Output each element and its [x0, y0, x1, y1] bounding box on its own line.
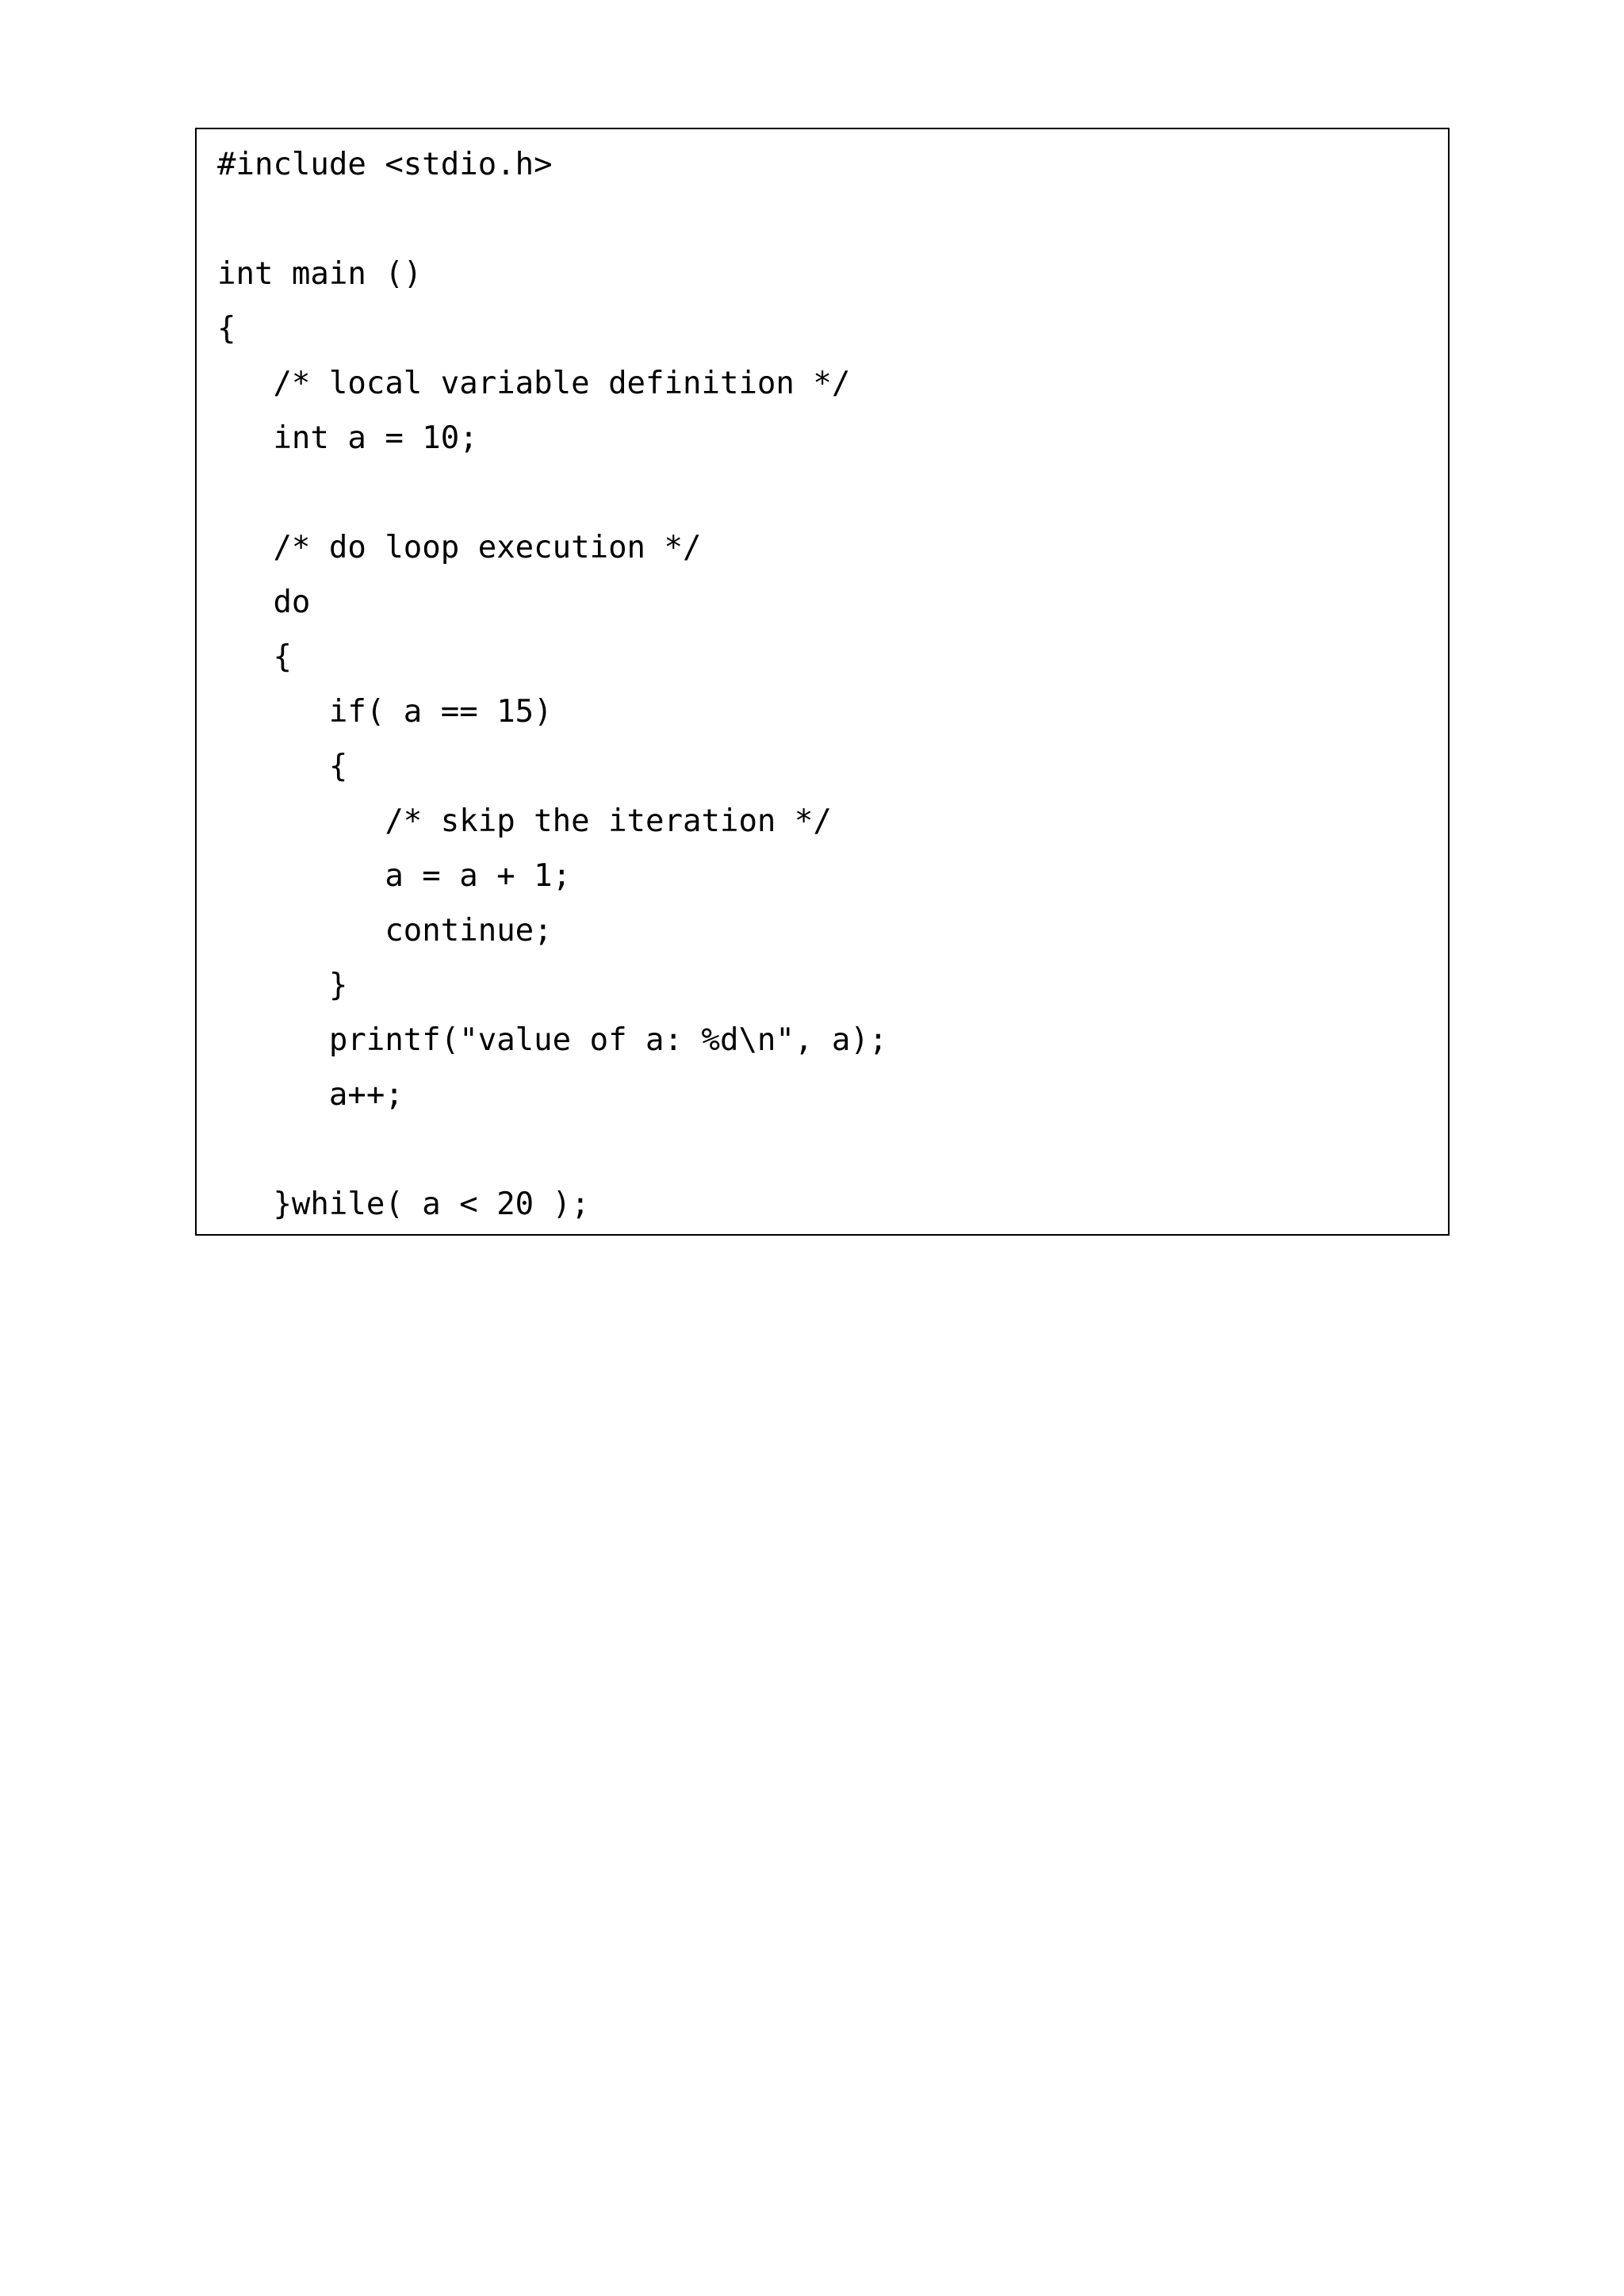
code-line: } [217, 968, 348, 1003]
code-line: { [217, 639, 292, 675]
code-line: int a = 10; [217, 420, 478, 456]
code-listing [195, 128, 1450, 1236]
code-line: printf("value of a: %d\n", a); [217, 1022, 888, 1058]
code-line: }while( a < 20 ); [217, 1186, 590, 1222]
code-line: a = a + 1; [217, 858, 572, 894]
code-line: #include <stdio.h> [217, 147, 553, 182]
code-line: int main () [217, 256, 423, 292]
code-line: /* local variable definition */ [217, 366, 851, 401]
code-line: continue; [217, 913, 553, 949]
code-line: /* skip the iteration */ [217, 803, 832, 839]
code-line: { [217, 749, 348, 784]
code-line: { [217, 311, 236, 347]
code-line: /* do loop execution */ [217, 530, 702, 565]
code-line: a++; [217, 1077, 404, 1113]
code-line: do [217, 585, 311, 620]
code-line: if( a == 15) [217, 694, 553, 730]
